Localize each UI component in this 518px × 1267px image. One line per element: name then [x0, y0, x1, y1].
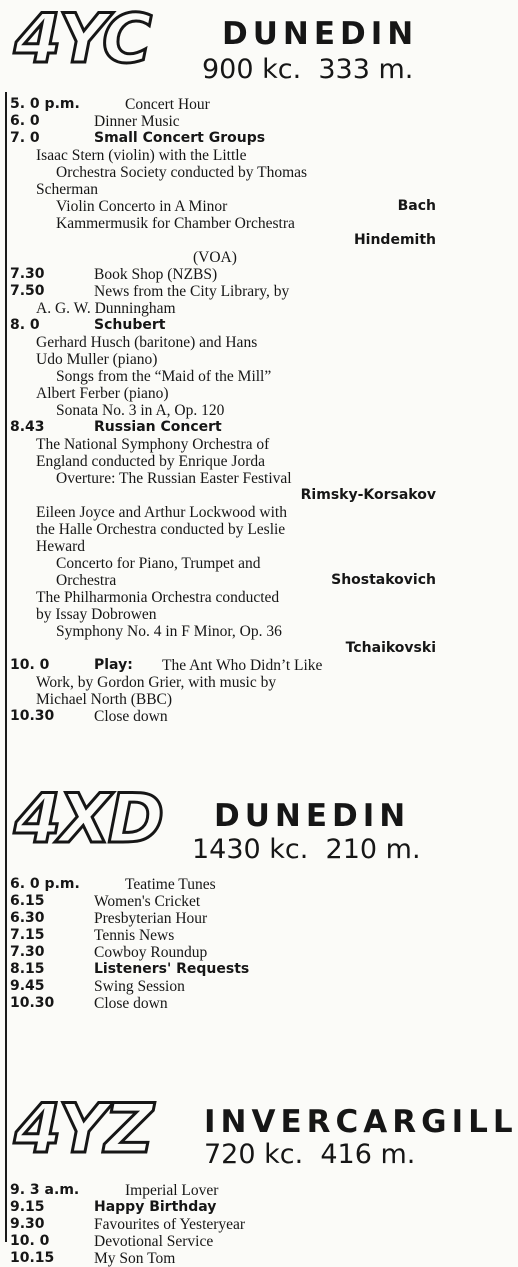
station-city: DUNEDIN: [214, 798, 411, 834]
program-time: 9.15: [10, 1199, 45, 1215]
program-detail: Sonata No. 3 in A, Op. 120: [56, 402, 225, 419]
composer-name: Rimsky-Korsakov: [300, 487, 436, 503]
program-time: 7.15: [10, 927, 45, 943]
program-title-rest: The Ant Who Didn’t Like: [162, 657, 323, 674]
program-detail: Songs from the “Maid of the Mill”: [56, 368, 272, 385]
frequency-kc: 720 kc.: [204, 1139, 304, 1170]
frequency-kc: 1430 kc.: [192, 834, 309, 865]
station-frequency: [192, 836, 421, 864]
station-callsign-logo: 4XD: [14, 780, 162, 859]
program-detail: Overture: The Russian Easter Festival: [56, 470, 292, 487]
wavelength-m: 416 m.: [320, 1139, 416, 1170]
station-callsign-logo: 4YZ: [14, 1090, 151, 1169]
program-title: Presbyterian Hour: [94, 910, 208, 927]
program-detail: the Halle Orchestra conducted by Leslie: [36, 521, 286, 538]
program-title: News from the City Library, by: [94, 283, 290, 300]
program-time: 10. 0: [10, 657, 50, 673]
program-detail: Michael North (BBC): [36, 691, 173, 708]
program-title: Dinner Music: [94, 113, 180, 130]
program-detail: Violin Concerto in A Minor: [56, 198, 228, 215]
program-title: Women's Cricket: [94, 893, 201, 910]
left-rule: [5, 92, 7, 1242]
program-time: 6. 0: [10, 113, 40, 129]
program-title: Tennis News: [94, 927, 175, 944]
program-detail: Concerto for Piano, Trumpet and: [56, 555, 261, 572]
program-title: Cowboy Roundup: [94, 944, 208, 961]
program-time: 10. 0: [10, 1233, 50, 1249]
program-detail: Work, by Gordon Grier, with music by: [36, 674, 277, 691]
composer-name: Shostakovich: [331, 572, 436, 588]
program-time: 8. 0: [10, 317, 40, 333]
program-time: 10.30: [10, 995, 55, 1011]
program-detail: Udo Muller (piano): [36, 351, 158, 368]
composer-name: Tchaikovski: [345, 640, 436, 656]
program-title: Close down: [94, 708, 168, 725]
station-city: INVERCARGILL: [204, 1104, 518, 1140]
frequency-kc: 900 kc.: [202, 54, 302, 85]
frequency-gap: [308, 834, 325, 865]
program-time: 5. 0 p.m.: [10, 96, 80, 112]
program-time: 6. 0 p.m.: [10, 876, 80, 892]
program-time: 6.30: [10, 910, 45, 926]
program-title: Concert Hour: [125, 96, 210, 113]
program-detail: Symphony No. 4 in F Minor, Op. 36: [56, 623, 282, 640]
frequency-gap: [303, 1139, 320, 1170]
program-title: Small Concert Groups: [94, 130, 266, 146]
program-title: Play:: [94, 657, 133, 673]
program-detail: A. G. W. Dunningham: [36, 300, 176, 317]
program-time: 8.15: [10, 961, 45, 977]
program-detail: Kammermusik for Chamber Orchestra: [56, 215, 295, 232]
station-callsign-logo: 4YC: [14, 0, 150, 79]
program-time: 7. 0: [10, 130, 40, 146]
program-detail: Eileen Joyce and Arthur Lockwood with: [36, 504, 287, 521]
program-time: 9. 3 a.m.: [10, 1182, 80, 1198]
program-title: Devotional Service: [94, 1233, 214, 1250]
program-title: Close down: [94, 995, 168, 1012]
program-time: 7.30: [10, 266, 45, 282]
program-detail: Isaac Stern (violin) with the Little: [36, 147, 247, 164]
program-detail: The National Symphony Orchestra of: [36, 436, 270, 453]
frequency-gap: [301, 54, 318, 85]
program-time: 9.30: [10, 1216, 45, 1232]
program-detail: Heward: [36, 538, 86, 555]
program-title: Swing Session: [94, 978, 185, 995]
program-title: Imperial Lover: [125, 1182, 219, 1199]
program-title: My Son Tom: [94, 1250, 176, 1267]
program-detail: Orchestra: [56, 572, 117, 589]
program-time: 10.15: [10, 1250, 55, 1266]
program-title: Russian Concert: [94, 419, 222, 435]
program-time: 7.30: [10, 944, 45, 960]
station-frequency: [202, 56, 413, 84]
program-detail: Gerhard Husch (baritone) and Hans: [36, 334, 258, 351]
program-time: 9.45: [10, 978, 45, 994]
station-frequency: [204, 1141, 415, 1169]
program-time: 10.30: [10, 708, 55, 724]
program-detail: England conducted by Enrique Jorda: [36, 453, 265, 470]
composer-name: Hindemith: [353, 232, 436, 248]
program-detail: Orchestra Society conducted by Thomas: [56, 164, 308, 181]
program-detail: Scherman: [36, 181, 98, 198]
program-detail: The Philharmonia Orchestra conducted: [36, 589, 280, 606]
program-title: Schubert: [94, 317, 166, 333]
wavelength-m: 210 m.: [325, 834, 421, 865]
program-detail: Albert Ferber (piano): [36, 385, 169, 402]
program-detail: by Issay Dobrowen: [36, 606, 157, 623]
composer-name: Bach: [397, 198, 436, 214]
program-title: Book Shop (NZBS): [94, 266, 218, 283]
wavelength-m: 333 m.: [318, 54, 414, 85]
program-time: 8.43: [10, 419, 45, 435]
program-title: Happy Birthday: [94, 1199, 217, 1215]
program-title: Favourites of Yesteryear: [94, 1216, 246, 1233]
program-title: Teatime Tunes: [125, 876, 216, 893]
station-credit: (VOA): [193, 249, 237, 266]
program-time: 6.15: [10, 893, 45, 909]
program-time: 7.50: [10, 283, 45, 299]
station-city: DUNEDIN: [222, 16, 419, 52]
program-title: Listeners' Requests: [94, 961, 250, 977]
